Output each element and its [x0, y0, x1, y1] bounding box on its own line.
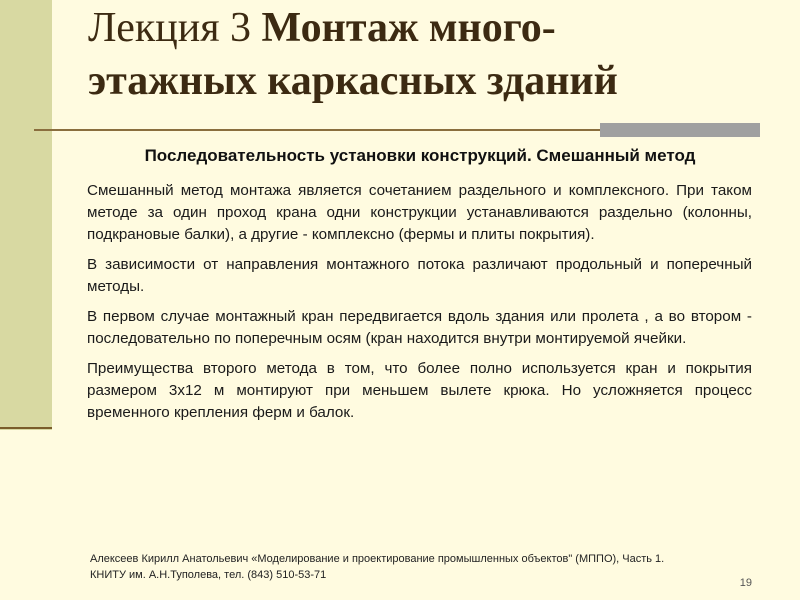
- title-accent-block: [600, 123, 760, 137]
- title-main-line1: Монтаж много-: [261, 5, 556, 51]
- body-paragraph: В зависимости от направления монтажного потока различают продольный и поперечный методы.: [87, 256, 752, 295]
- page-number: 19: [739, 577, 752, 589]
- footer-contact-line: КНИТУ им. А.Н.Туполева, тел. (843) 510-53-71: [90, 569, 327, 581]
- title-prefix: Лекция 3: [88, 5, 262, 51]
- body-paragraph: Смешанный метод монтажа является сочетанием раздельного и комплексного. При таком методе за один проход крана одни конструкции устанавливаются раздельно (колонны, подкрановые балки), а другие - комплексно (фермы и плиты покрытия).: [87, 182, 752, 243]
- slide-title: [88, 2, 788, 108]
- body-paragraph: Преимущества второго метода в том, что более полно используется кран и покрытия размером 3х12 м монтируют при меньшем вылете крюка. Но усложняется процесс временного крепления ферм и балок.: [87, 360, 752, 421]
- slide-body: [87, 180, 752, 432]
- body-paragraph: В первом случае монтажный кран передвигается вдоль здания или пролета , а во втором - последовательно по поперечным осям (кран находится внутри монтируемой ячейки.: [87, 308, 752, 347]
- title-main-line2: этажных каркасных зданий: [88, 58, 618, 104]
- slide-subtitle: Последовательность установки конструкций. Смешанный метод: [144, 146, 696, 165]
- footer-author-line: Алексеев Кирилл Анатольевич «Моделирование и проектирование промышленных объектов" (МППО), Часть 1.: [90, 553, 665, 565]
- title-divider-line: [34, 129, 600, 131]
- left-bar-underline: [0, 427, 52, 429]
- left-decorative-bar: [0, 0, 52, 430]
- slide-footer: [90, 551, 770, 583]
